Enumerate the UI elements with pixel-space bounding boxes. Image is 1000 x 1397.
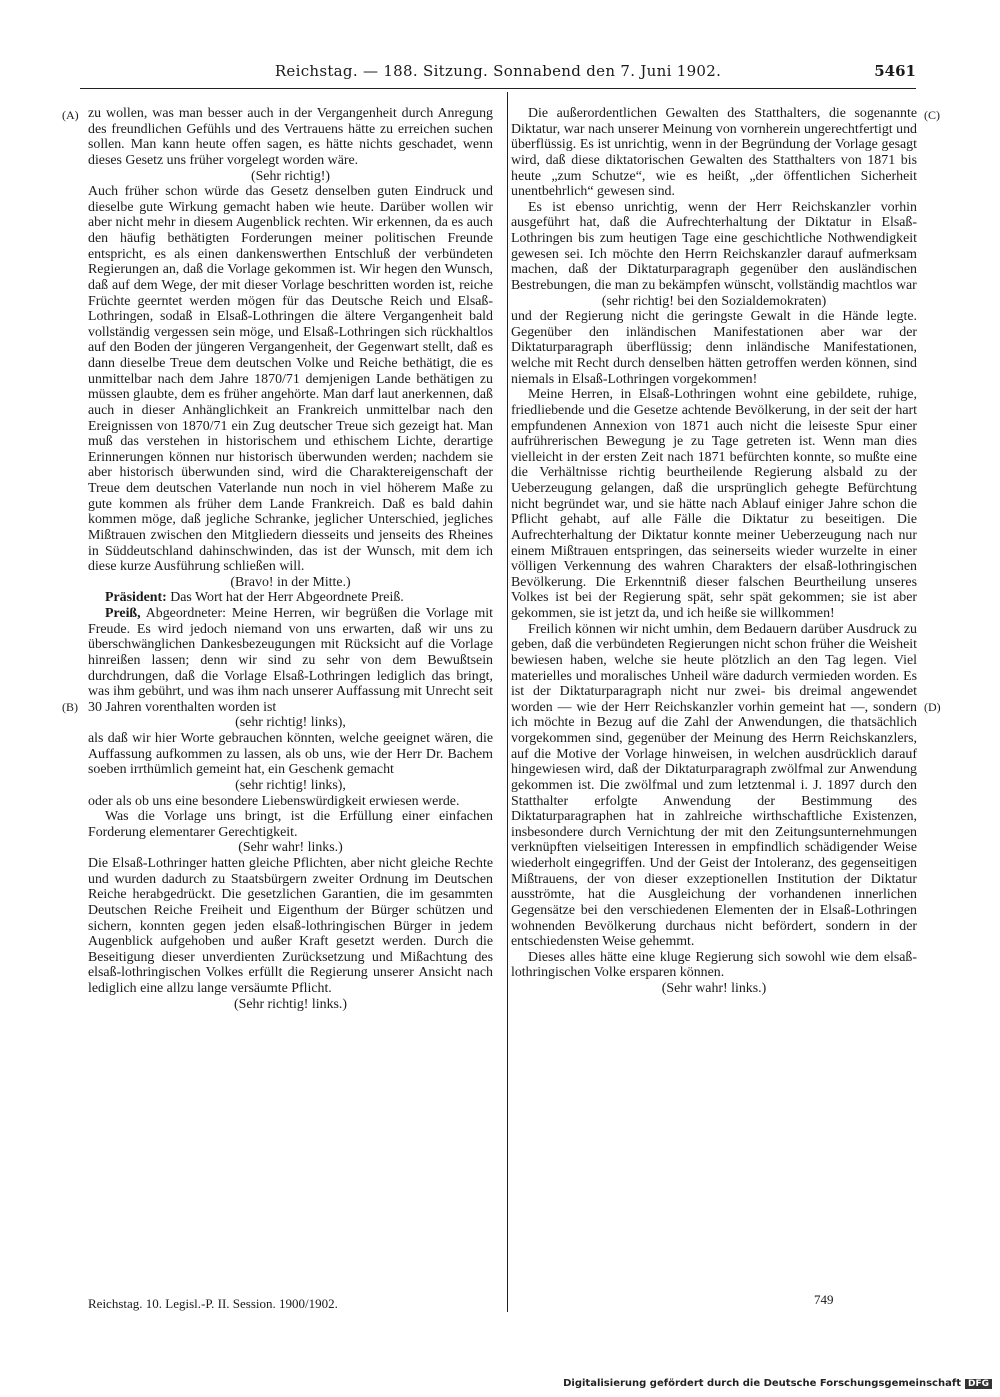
sheet-number: 749	[814, 1292, 834, 1307]
left-column	[88, 106, 493, 1012]
margin-label-c: (C)	[924, 108, 940, 122]
paragraph-text: (sehr richtig! links),	[235, 715, 346, 731]
interjection	[511, 294, 917, 310]
paragraph-text: Das Wort hat der Herr Abgeordnete Preiß.	[166, 590, 404, 606]
margin-label-b: (B)	[62, 700, 78, 714]
paragraph	[88, 106, 493, 169]
paragraph-text: Auch früher schon würde das Gesetz denselben guten Eindruck und dieselbe gute Wirkung gemacht haben wie heute. Darüber wollen wir aber nicht mehr in diesem Augenblick rechten. Wir erkennen, da es auch den häufig bethätigten Forderungen meiner politischen Freunde entspricht, es als einen dankenswerthen Entschluß der verbündeten Regierungen an, daß die Vorlage gekommen ist. Wir hegen den Wunsch, daß auf dem Wege, der mit dieser Vorlage beschritten worden ist, reiche Früchte geerntet werden mögen für das Deutsche Reich und Elsaß-Lothringen, sodaß in Elsaß-Lothringen die ältere Vergangenheit bald vollständig vergessen sein möge, und Elsaß-Lothringen sich rückhaltlos auf den Boden der jüngeren Vergangenheit, der Gegenwart stellt, daß es dann dieselbe Treue dem deutschen Volke und Reiche bethätigt, die es unmittelbar nach dem Jahre 1870/71 demjenigen Lande bethätigen zu müssen glaubte, dem es früher angehörte. Man darf laut anerkennen, daß auch in dieser Anhänglichkeit an Frankreich unmittelbar nach den Ereignissen von 1870/71 ein Zug deutscher Treue sich gezeigt hat. Man muß das verstehen in historischem und ethischem Lichte, derartige Erinnerungen können nur historisch überwunden werden; nachdem sie aber historisch überwunden sind, wird die Charaktereigenschaft der Treue dem deutschen Vaterlande nun noch in viel höherem Maße zu gute kommen als früher dem Lande Frankreich. Daß es bald dahin kommen möge, daß jegliche Schranke, jeglicher Unterschied, jegliches Mißtrauen zwischen den Mitgliedern diesseits und jenseits des Rheines in Süddeutschland dahinschwinden, das ist der Wunsch, mit dem ich diese kurze Ausführung schließen will.	[88, 184, 493, 575]
paragraph-text: Was die Vorlage uns bringt, ist die Erfüllung einer einfachen Forderung elementarer Gerechtigkeit.	[88, 809, 493, 840]
interjection	[88, 778, 493, 794]
paragraph	[88, 856, 493, 997]
paragraph	[88, 606, 493, 715]
paragraph-text: Es ist ebenso unrichtig, wenn der Herr Reichskanzler vorhin ausgeführt hat, daß die Aufrechterhaltung der Diktatur in Elsaß-Lothringen bis zum heutigen Tage eine geschichtliche Nothwendigkeit gewesen sei. Ich möchte den Herrn Reichskanzler darauf aufmerksam machen, daß der Diktaturparagraph gegenüber den ausländischen Bestrebungen, die man zu bekämpfen wünscht, vollständig machtlos war	[511, 199, 917, 293]
paragraph-text: (sehr richtig! bei den Sozialdemokraten)	[601, 293, 827, 309]
right-column	[511, 106, 917, 997]
margin-label-d: (D)	[924, 700, 941, 714]
interjection	[88, 575, 493, 591]
funding-note	[563, 1378, 992, 1389]
paragraph-text: Meine Herren, in Elsaß-Lothringen wohnt eine gebildete, ruhige, friedliebende und die Gesetze achtende Bevölkerung, in der seit der hart empfundenen Annexion von 1871 auch nicht die leiseste Spur einer aufrührerischen Bewegung je zu Tage getreten ist. Wenn man dies vielleicht in der ersten Zeit nach 1871 befürchten konnte, so mußte eine die Verhältnisse richtig beurtheilende Regierung alsbald zu der Ueberzeugung gelangen, daß die ursprünglich gehegte Befürchtung nicht begründet war, und sie hätte nach Ablauf einiger Jahre schon die Pflicht gehabt, auf alle Fälle die Diktatur zu beseitigen. Die Aufrechterhaltung der Diktatur konnte meiner Ueberzeugung nach nur einem Mißtrauen entspringen, das seinerseits wieder wurzelte in einer völligen Verkennung des wahren Charakters der elsaß-lothringischen Bevölkerung. Die Erkenntniß dieser falschen Beurtheilung unseres Volkes ist bei der Regierung spät, sehr spät gekommen; sie ist aber gekommen, sie ist jetzt da, und ich heiße sie willkommen!	[511, 387, 917, 621]
interjection	[88, 840, 493, 856]
paragraph-text: Die Elsaß-Lothringer hatten gleiche Pflichten, aber nicht gleiche Rechte und wurden dadurch zu Staatsbürgern zweiter Ordnung im Deutschen Reiche herabgedrückt. Die gesetzlichen Garantien, die im gesammten Deutschen Reiche Freiheit und Eigenthum der Bürger schützen und sichern, konnten gegen jeden elsaß-lothringischen Bürger in jedem Augenblick aufgehoben und außer Kraft gesetzt werden. Durch die Beseitigung dieser unverdienten Zurücksetzung und Mißachtung des elsaß-lothringischen Volkes erfüllt die Regierung unserer Ansicht nach lediglich eine allzu lange versäumte Pflicht.	[88, 856, 493, 996]
paragraph-text: oder als ob uns eine besondere Liebenswürdigkeit erwiesen werde.	[88, 793, 460, 809]
interjection	[511, 981, 917, 997]
funding-text: Digitalisierung gefördert durch die Deutsche Forschungsgemeinschaft	[563, 1378, 961, 1389]
paragraph-text: als daß wir hier Worte gebrauchen könnten, welche geeignet wären, die Auffassung aufkommen zu lassen, als ob uns, wie der Herr Dr. Bachem soeben irrthümlich gemeint hat, ein Geschenk gemacht	[88, 731, 493, 778]
page-header	[80, 62, 916, 86]
paragraph	[511, 106, 917, 200]
header-rule	[80, 88, 916, 89]
paragraph-text: (sehr richtig! links),	[235, 777, 346, 793]
paragraph	[88, 731, 493, 778]
paragraph-text: (Sehr wahr! links.)	[238, 840, 343, 856]
paragraph	[88, 794, 493, 810]
paragraph	[511, 200, 917, 294]
speaker-name: Präsident:	[105, 590, 167, 606]
paragraph-text: (Sehr richtig!)	[250, 168, 331, 184]
paragraph-text: (Bravo! in der Mitte.)	[230, 574, 351, 590]
speaker-name: Preiß,	[105, 606, 141, 621]
paragraph	[511, 622, 917, 950]
margin-label-a: (A)	[62, 108, 79, 122]
interjection	[88, 169, 493, 185]
paragraph-text: zu wollen, was man besser auch in der Vergangenheit durch Anregung des freundlichen Gefühls und des Vertrauens hätte zu erreichen suchen sollen. Man kann heute offen sagen, es hätte nichts geschadet, wenn dieses Gesetz uns früher vorgelegt worden wäre.	[88, 106, 493, 168]
footer-source: Reichstag. 10. Legisl.-P. II. Session. 1900/1902.	[88, 1296, 338, 1311]
paragraph	[511, 950, 917, 981]
paragraph	[88, 590, 493, 606]
paragraph	[88, 809, 493, 840]
paragraph	[511, 309, 917, 387]
paragraph-text: Dieses alles hätte eine kluge Regierung sich sowohl wie dem elsaß-lothringischen Volke ersparen können.	[511, 949, 917, 981]
paragraph-text: Freilich können wir nicht umhin, dem Bedauern darüber Ausdruck zu geben, daß die verbündeten Regierungen nicht schon früher die Weisheit bewiesen haben, welche sie heute plötzlich an den Tag legen. Viel materielles und moralisches Unheil wäre dadurch vermieden worden. Es ist der Diktaturparagraph nicht nur zwei- bis dreimal angewendet worden — wie der Herr Reichskanzler vorhin gemeint hat —, sondern ich möchte in Bezug auf die Zahl der Anwendungen, die thatsächlich vorgekommen sind, gegenüber der Meinung des Herrn Reichskanzlers, auf die Motive der Vorlage hinweisen, in welchen ausdrücklich darauf hingewiesen wird, daß der Diktaturparagraph zwölfmal zur Anwendung gekommen ist. Die zwölfmal und zum letztenmal i. J. 1897 durch den Statthalter erfolgte Anwendung der Bestimmung des Diktaturparagraphen hat in zahlreiche wirthschaftliche Existenzen, insbesondere durch Vernichtung der mit den Zeitungsunternehmungen verknüpften vielseitigen Interessen in empfindlich schädigender Weise wiederholt eingegriffen. Und der Geist der Intoleranz, des gegenseitigen Mißtrauens, der von dieser exzeptionellen Institution der Diktatur ausströmte, hat die Ausgleichung der vorhandenen innerlichen Gegensätze bei den verschiedenen Elementen der in Elsaß-Lothringen wohnenden Bevölkerung durchaus nicht befördert, sondern in der entschiedensten Weise gehemmt.	[511, 621, 917, 950]
paragraph-text: Abgeordneter: Meine Herren, wir begrüßen die Vorlage mit Freude. Es wird jedoch niemand von uns erwarten, daß wir uns zu überschwänglichen Dankesbezeugungen mit Rücksicht auf die Vorlage hinreißen lassen; denn wir sind zu sehr von dem Bewußtsein durchdrungen, daß die Vorlage Elsaß-Lothringen lediglich das bringt, was ihm gebührt, und was ihm nach unserer Auffassung mit Unrecht seit 30 Jahren vorenthalten worden ist	[88, 606, 493, 715]
interjection	[88, 715, 493, 731]
dfg-logo: DFG	[965, 1379, 992, 1389]
paragraph-text: und der Regierung nicht die geringste Gewalt in die Hände legte. Gegenüber den inländischen Manifestationen aber war der Diktaturparagraph überflüssig; denn inländische Manifestationen, welche mit Recht durch denselben hätten getroffen werden können, sind niemals in Elsaß-Lothringen vorgekommen!	[511, 309, 917, 387]
paragraph-text: (Sehr richtig! links.)	[233, 996, 348, 1012]
interjection	[88, 997, 493, 1013]
page-number: 5461	[874, 62, 916, 80]
paragraph-text: (Sehr wahr! links.)	[661, 981, 767, 996]
running-title: Reichstag. — 188. Sitzung. Sonnabend den 7. Juni 1902.	[274, 62, 722, 80]
paragraph-text: Die außerordentlichen Gewalten des Statthalters, die sogenannte Diktatur, war nach unserer Meinung von vornherein ungerechtfertigt und überflüssig. Es ist unrichtig, wenn in der Begründung der Vorlage gesagt wird, daß diese diktatorischen Gewalten des Statthalters von 1871 bis heute „zum Schutze“, wie es heißt, „der öffentlichen Sicherheit unentbehrlich“ gewesen sind.	[511, 106, 917, 200]
column-divider	[507, 92, 508, 1312]
paragraph	[511, 387, 917, 621]
paragraph	[88, 184, 493, 575]
